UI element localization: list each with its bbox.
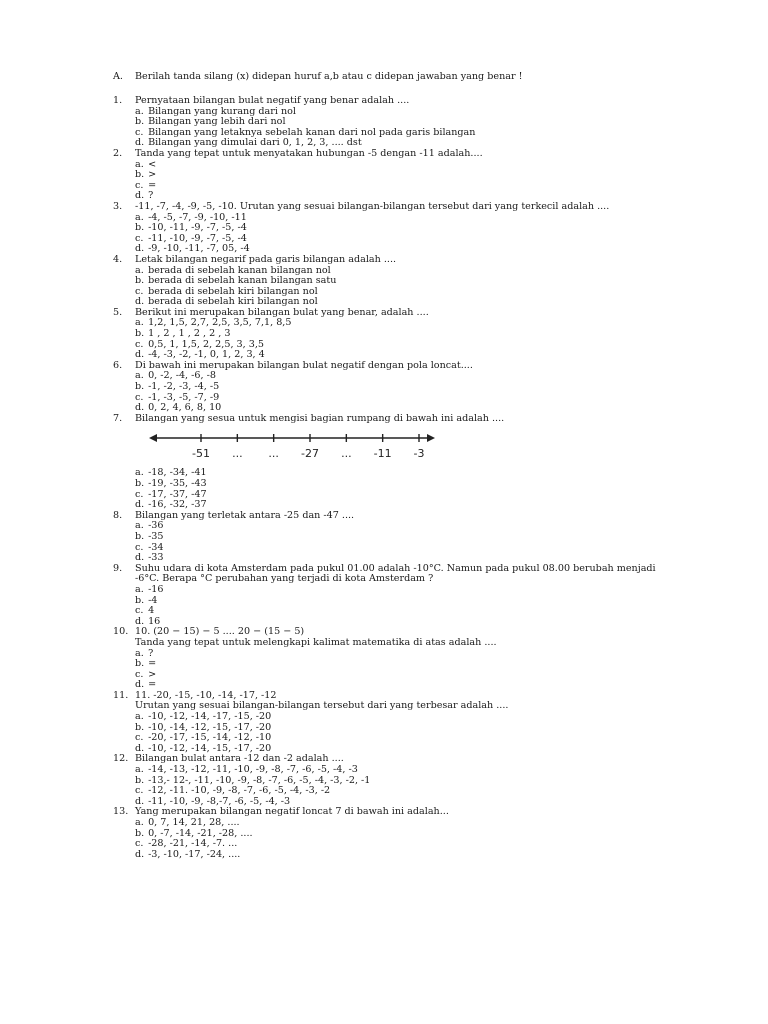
answer-option[interactable] [113, 521, 693, 532]
option-text: -3, -10, -17, -24, .... [148, 848, 241, 860]
question-number: 12. [113, 753, 129, 765]
option-letter: a. [135, 711, 144, 723]
option-text: -17, -37, -47 [148, 488, 207, 500]
question-line [113, 574, 693, 585]
answer-option[interactable] [113, 659, 693, 670]
option-text: = [148, 679, 157, 691]
section-instruction: Berilah tanda silang (x) didepan huruf a,b atau c didepan jawaban yang benar ! [135, 71, 523, 82]
option-letter: c. [135, 488, 144, 500]
option-text: ? [148, 190, 154, 202]
answer-option[interactable] [113, 181, 693, 192]
number-line-label: -51 [192, 447, 210, 461]
option-text: = [148, 658, 157, 670]
answer-option[interactable] [113, 850, 693, 861]
number-line-figure [135, 424, 693, 468]
answer-option[interactable] [113, 160, 693, 171]
question-number: 13. [113, 806, 129, 818]
question-list [113, 96, 693, 860]
option-text: Bilangan yang lebih dari nol [148, 116, 286, 128]
option-letter: b. [135, 116, 145, 128]
question-line [113, 638, 693, 649]
number-line-label: ... [341, 447, 352, 461]
option-letter: d. [135, 190, 145, 202]
option-text: = [148, 179, 157, 191]
option-text: -14, -13, -12, -11, -10, -9, -8, -7, -6, -5, -4, -3 [148, 764, 358, 776]
option-letter: b. [135, 381, 145, 393]
option-text: -35 [148, 530, 164, 542]
question-text: Pernyataan bilangan bulat negatif yang benar adalah .... [135, 95, 410, 106]
option-letter: d. [135, 243, 145, 255]
option-text: berada di sebelah kiri bilangan nol [148, 296, 318, 308]
option-text: > [148, 169, 157, 181]
question-number: 2. [113, 147, 123, 159]
option-text: -11, -10, -9, -7, -5, -4 [148, 232, 247, 244]
option-letter: d. [135, 795, 145, 807]
question-5 [113, 308, 693, 361]
option-letter: b. [135, 774, 145, 786]
option-letter: c. [135, 541, 144, 553]
option-text: berada di sebelah kanan bilangan satu [148, 275, 337, 287]
option-text: 0, -7, -14, -21, -28, .... [148, 827, 253, 839]
question-text: Berikut ini merupakan bilangan bulat yang benar, adalah .... [135, 306, 429, 318]
answer-option[interactable] [113, 670, 693, 681]
question-number: 4. [113, 253, 123, 265]
question-text: Di bawah ini merupakan bilangan bulat negatif dengan pola loncat.... [135, 359, 473, 371]
option-text: -10, -12, -14, -15, -17, -20 [148, 742, 272, 754]
question-13 [113, 807, 693, 860]
option-text: 16 [148, 615, 161, 627]
question-number: 3. [113, 200, 123, 212]
option-text: -36 [148, 520, 164, 532]
option-text: -19, -35, -43 [148, 478, 207, 489]
option-text: > [148, 668, 157, 680]
option-text: -9, -10, -11, -7, 05, -4 [148, 243, 250, 255]
question-text: -6°C. Berapa °C perubahan yang terjadi di kota Amsterdam ? [135, 573, 434, 585]
option-text: Bilangan yang letaknya sebelah kanan dari nol pada garis bilangan [148, 126, 476, 138]
option-letter: d. [135, 137, 145, 149]
option-letter: d. [135, 742, 145, 754]
option-text: ? [148, 647, 154, 659]
question-number: 6. [113, 359, 123, 371]
option-letter: a. [135, 583, 144, 595]
option-text: -1, -2, -3, -4, -5 [148, 381, 220, 393]
question-line [113, 511, 693, 522]
option-letter: c. [135, 732, 144, 744]
option-text: berada di sebelah kanan bilangan nol [148, 264, 331, 276]
option-letter: d. [135, 679, 145, 691]
option-text: 0, 2, 4, 6, 8, 10 [148, 402, 222, 414]
arrow-left-icon [149, 434, 157, 442]
option-text: -10, -14, -12, -15, -17, -20 [148, 721, 272, 733]
option-text: 0, -2, -4, -6, -8 [148, 370, 216, 382]
answer-option[interactable] [113, 606, 693, 617]
option-letter: a. [135, 105, 144, 117]
question-text: Urutan yang sesuai bilangan-bilangan tersebut dari yang terbesar adalah .... [135, 700, 509, 712]
option-text: Bilangan yang kurang dari nol [148, 105, 297, 117]
option-letter: c. [135, 391, 144, 403]
number-line-svg [149, 426, 439, 466]
question-3 [113, 202, 693, 255]
option-text: -4, -3, -2, -1, 0, 1, 2, 3, 4 [148, 349, 265, 361]
arrow-right-icon [427, 434, 435, 442]
option-text: -16, -32, -37 [148, 499, 207, 511]
option-letter: c. [135, 838, 144, 850]
option-text: -33 [148, 552, 164, 564]
option-letter: d. [135, 402, 145, 414]
option-letter: c. [135, 785, 144, 797]
option-letter: d. [135, 552, 145, 564]
option-letter: c. [135, 126, 144, 138]
question-number: 5. [113, 306, 123, 318]
option-letter: c. [135, 605, 144, 617]
option-text: -18, -34, -41 [148, 467, 207, 479]
option-letter: a. [135, 264, 144, 276]
question-line [113, 414, 693, 425]
option-letter: b. [135, 594, 145, 606]
option-text: -12, -11. -10, -9, -8, -7, -6, -5, -4, -3, -2 [148, 785, 331, 797]
answer-option[interactable] [113, 649, 693, 660]
question-text: Bilangan yang terletak antara -25 dan -47 .... [135, 509, 355, 521]
option-letter: a. [135, 817, 144, 828]
number-line-label: ... [268, 447, 279, 461]
option-letter: b. [135, 169, 145, 181]
question-text: Letak bilangan negarif pada garis bilangan adalah .... [135, 253, 397, 265]
answer-option[interactable] [113, 170, 693, 181]
option-letter: b. [135, 478, 145, 489]
option-text: 1 , 2 , 1 , 2 , 2 , 3 [148, 328, 231, 340]
option-letter: b. [135, 658, 145, 670]
option-letter: b. [135, 275, 145, 287]
option-letter: d. [135, 615, 145, 627]
question-number: 1. [113, 95, 123, 106]
option-text: < [148, 158, 157, 170]
question-text: -11, -7, -4, -9, -5, -10. Urutan yang sesuai bilangan-bilangan tersebut dari yang terkecil adalah .... [135, 200, 610, 212]
number-line-label: -3 [413, 447, 425, 461]
option-text: -20, -17, -15, -14, -12, -10 [148, 732, 272, 744]
option-text: -28, -21, -14, -7. ... [148, 838, 238, 850]
option-letter: b. [135, 530, 145, 542]
option-letter: c. [135, 668, 144, 680]
option-letter: c. [135, 338, 144, 350]
question-number: 8. [113, 509, 123, 521]
option-text: 1,2, 1,5, 2,7, 2,5, 3,5, 7,1, 8,5 [148, 317, 292, 329]
number-line-label: ... [232, 447, 243, 461]
option-text: Bilangan yang dimulai dari 0, 1, 2, 3, .... dst [148, 137, 362, 149]
option-text: -10, -11, -9, -7, -5, -4 [148, 222, 247, 234]
option-letter: d. [135, 296, 145, 308]
option-text: -10, -12, -14, -17, -15, -20 [148, 711, 272, 723]
option-letter: c. [135, 179, 144, 191]
question-6 [113, 361, 693, 414]
option-letter: d. [135, 499, 145, 511]
question-line [113, 149, 693, 160]
answer-option[interactable] [113, 543, 693, 554]
option-letter: d. [135, 349, 145, 361]
question-2 [113, 149, 693, 202]
option-letter: a. [135, 317, 144, 329]
question-text: Suhu udara di kota Amsterdam pada pukul 01.00 adalah -10°C. Namun pada pukul 08.00 berubah menjadi [135, 562, 656, 574]
question-number: 9. [113, 562, 123, 574]
option-letter: a. [135, 467, 144, 479]
option-letter: c. [135, 285, 144, 297]
question-text: Yang merupakan bilangan negatif loncat 7 di bawah ini adalah... [135, 806, 449, 818]
question-4 [113, 255, 693, 308]
question-text: Bilangan bulat antara -12 dan -2 adalah .... [135, 753, 344, 765]
question-number: 11. [113, 689, 129, 701]
option-text: -4 [148, 594, 158, 606]
option-letter: a. [135, 520, 144, 532]
question-1 [113, 96, 693, 149]
option-letter: a. [135, 211, 144, 223]
question-11 [113, 691, 693, 755]
number-line-label: -11 [373, 447, 392, 461]
section-heading [113, 72, 522, 83]
option-text: -4, -5, -7, -9, -10, -11 [148, 211, 247, 223]
question-text: 10. (20 − 15) − 5 .... 20 − (15 − 5) [135, 626, 305, 638]
question-9 [113, 564, 693, 628]
option-text: -13,- 12-, -11, -10, -9, -8, -7, -6, -5, -4, -3, -2, -1 [148, 774, 371, 786]
option-letter: c. [135, 232, 144, 244]
section-label: A. [113, 71, 123, 82]
question-7 [113, 414, 693, 511]
option-letter: a. [135, 370, 144, 382]
option-text: berada di sebelah kiri bilangan nol [148, 285, 318, 297]
option-letter: d. [135, 848, 145, 860]
option-text: 0, 7, 14, 21, 28, .... [148, 817, 240, 828]
question-text: Bilangan yang sesua untuk mengisi bagian rumpang di bawah ini adalah .... [135, 412, 505, 424]
option-letter: b. [135, 328, 145, 340]
number-line-label: -27 [301, 447, 319, 461]
answer-option[interactable] [113, 532, 693, 543]
question-text: Tanda yang tepat untuk menyatakan hubungan -5 dengan -11 adalah.... [135, 147, 483, 159]
option-text: 4 [148, 605, 155, 617]
question-8 [113, 511, 693, 564]
question-number: 7. [113, 412, 123, 424]
option-text: -34 [148, 541, 164, 553]
question-text: Tanda yang tepat untuk melengkapi kalimat matematika di atas adalah .... [135, 636, 497, 648]
option-text: -1, -3, -5, -7, -9 [148, 391, 220, 403]
question-number: 10. [113, 626, 129, 638]
option-letter: b. [135, 721, 145, 733]
option-letter: a. [135, 647, 144, 659]
answer-option[interactable] [113, 585, 693, 596]
option-letter: a. [135, 158, 144, 170]
option-letter: a. [135, 764, 144, 776]
option-letter: b. [135, 222, 145, 234]
question-text: 11. -20, -15, -10, -14, -17, -12 [135, 689, 277, 701]
option-text: -11, -10, -9, -8,-7, -6, -5, -4, -3 [148, 795, 291, 807]
option-text: 0,5, 1, 1,5, 2, 2,5, 3, 3,5 [148, 338, 264, 350]
question-10 [113, 627, 693, 691]
option-text: -16 [148, 583, 164, 595]
answer-option[interactable] [113, 596, 693, 607]
question-12 [113, 754, 693, 807]
option-letter: b. [135, 827, 145, 839]
